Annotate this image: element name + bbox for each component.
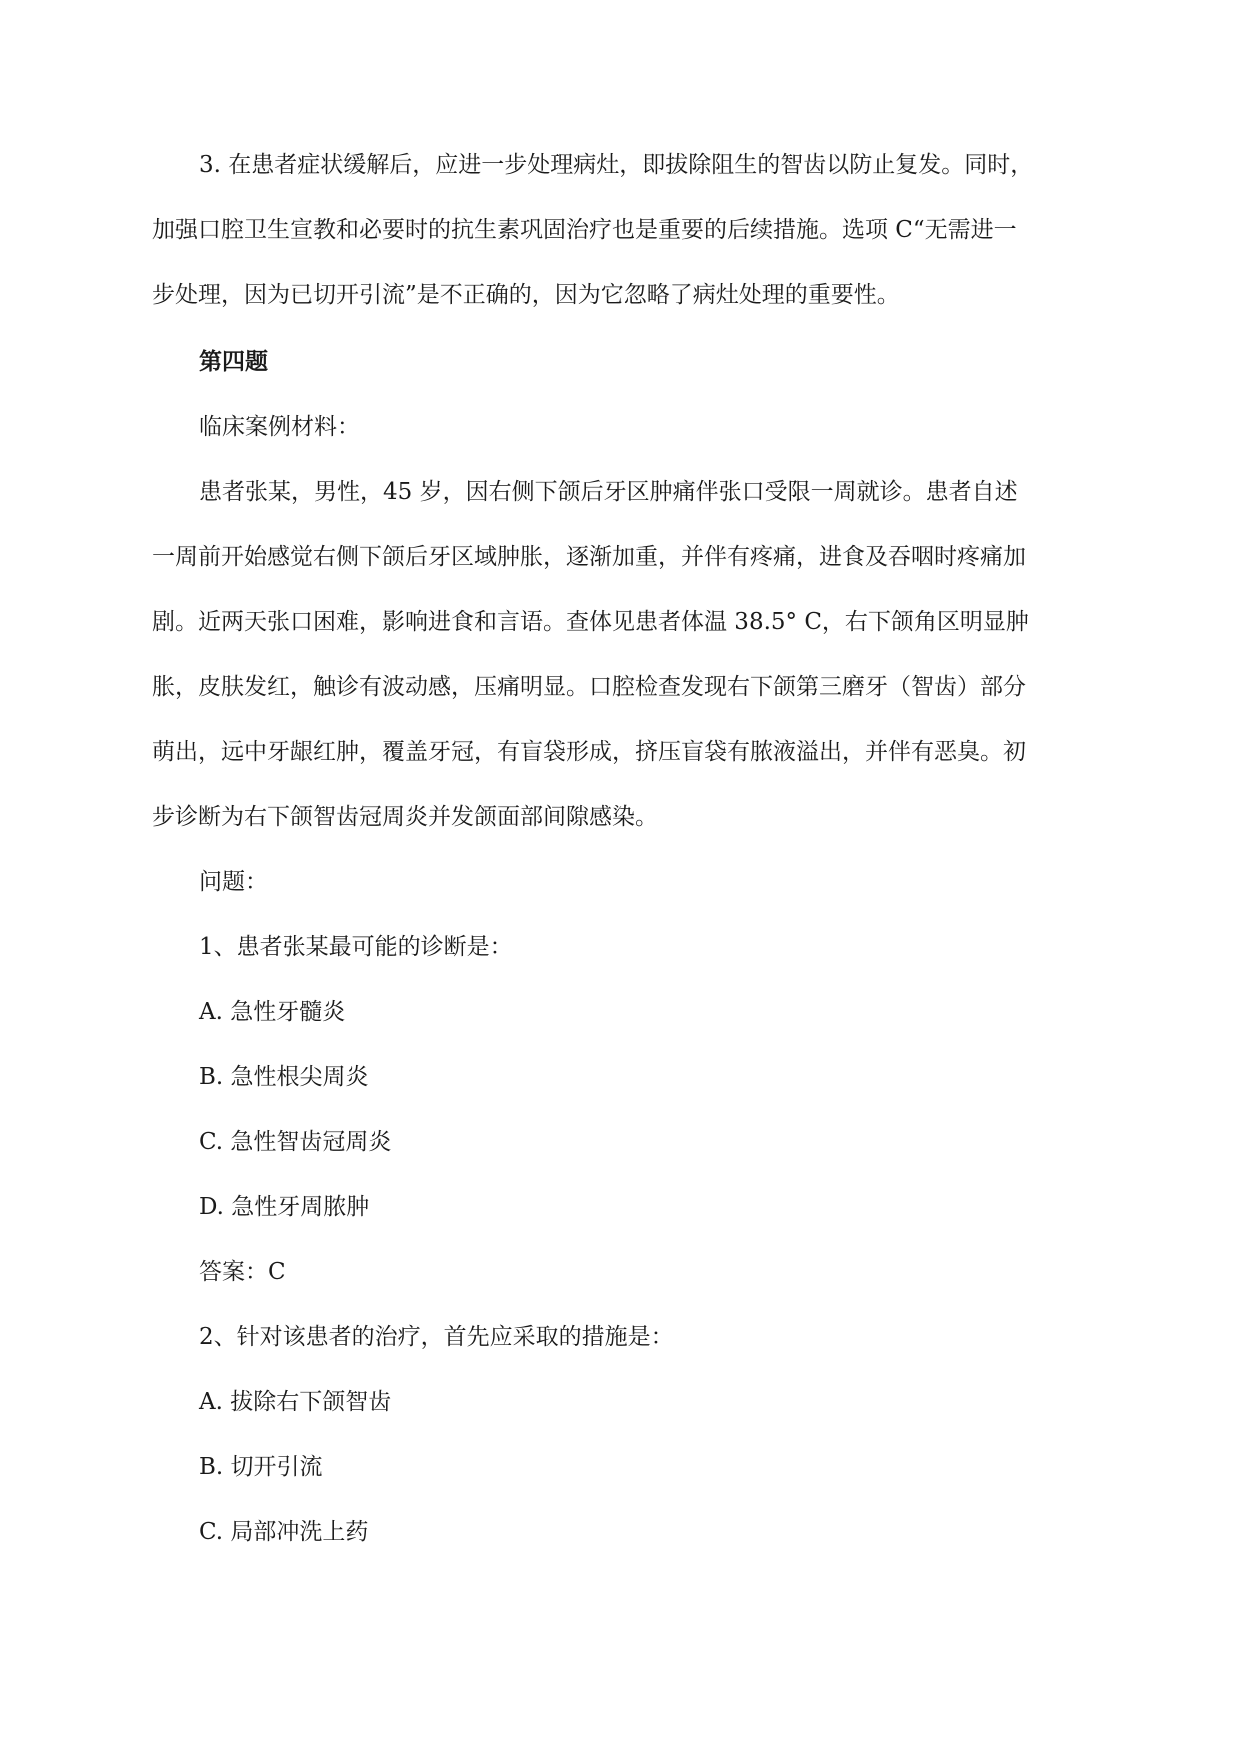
paragraph-3-line-3: 步处理，因为已切开引流”是不正确的，因为它忽略了病灶处理的重要性。 — [152, 282, 900, 308]
question-1-option-b: B. 急性根尖周炎 — [199, 1064, 369, 1090]
question-2-option-b: B. 切开引流 — [199, 1454, 323, 1480]
case-label: 临床案例材料： — [199, 414, 360, 440]
case-text-line-5: 萌出，远中牙龈红肿，覆盖牙冠，有盲袋形成，挤压盲袋有脓液溢出，并伴有恶臭。初 — [152, 739, 1026, 765]
case-text-line-3: 剧。近两天张口困难，影响进食和言语。查体见患者体温 38.5° C，右下颌角区明显肿 — [152, 609, 1029, 635]
question-1-option-c: C. 急性智齿冠周炎 — [199, 1129, 392, 1155]
question-1-stem: 1、患者张某最可能的诊断是： — [199, 934, 513, 960]
case-text-line-4: 胀，皮肤发红，触诊有波动感，压痛明显。口腔检查发现右下颌第三磨牙（智齿）部分 — [152, 674, 1026, 700]
question-1-option-d: D. 急性牙周脓肿 — [199, 1194, 370, 1220]
questions-label: 问题： — [199, 869, 268, 895]
question-2-stem: 2、针对该患者的治疗，首先应采取的措施是： — [199, 1324, 674, 1350]
paragraph-3-line-2: 加强口腔卫生宣教和必要时的抗生素巩固治疗也是重要的后续措施。选项 C“无需进一 — [152, 217, 1017, 243]
section-title: 第四题 — [199, 348, 268, 375]
question-2-option-c: C. 局部冲洗上药 — [199, 1519, 369, 1545]
case-text-line-2: 一周前开始感觉右侧下颌后牙区域肿胀，逐渐加重，并伴有疼痛，进食及吞咽时疼痛加 — [152, 544, 1026, 570]
case-text-line-6: 步诊断为右下颌智齿冠周炎并发颌面部间隙感染。 — [152, 804, 658, 830]
question-2-option-a: A. 拔除右下颌智齿 — [199, 1389, 392, 1415]
paragraph-3-line-1: 3. 在患者症状缓解后，应进一步处理病灶，即拔除阻生的智齿以防止复发。同时， — [199, 152, 1034, 178]
case-text-line-1: 患者张某，男性，45 岁，因右侧下颌后牙区肿痛伴张口受限一周就诊。患者自述 — [199, 479, 1018, 505]
question-1-option-a: A. 急性牙髓炎 — [199, 999, 346, 1025]
question-1-answer: 答案：C — [199, 1259, 286, 1285]
